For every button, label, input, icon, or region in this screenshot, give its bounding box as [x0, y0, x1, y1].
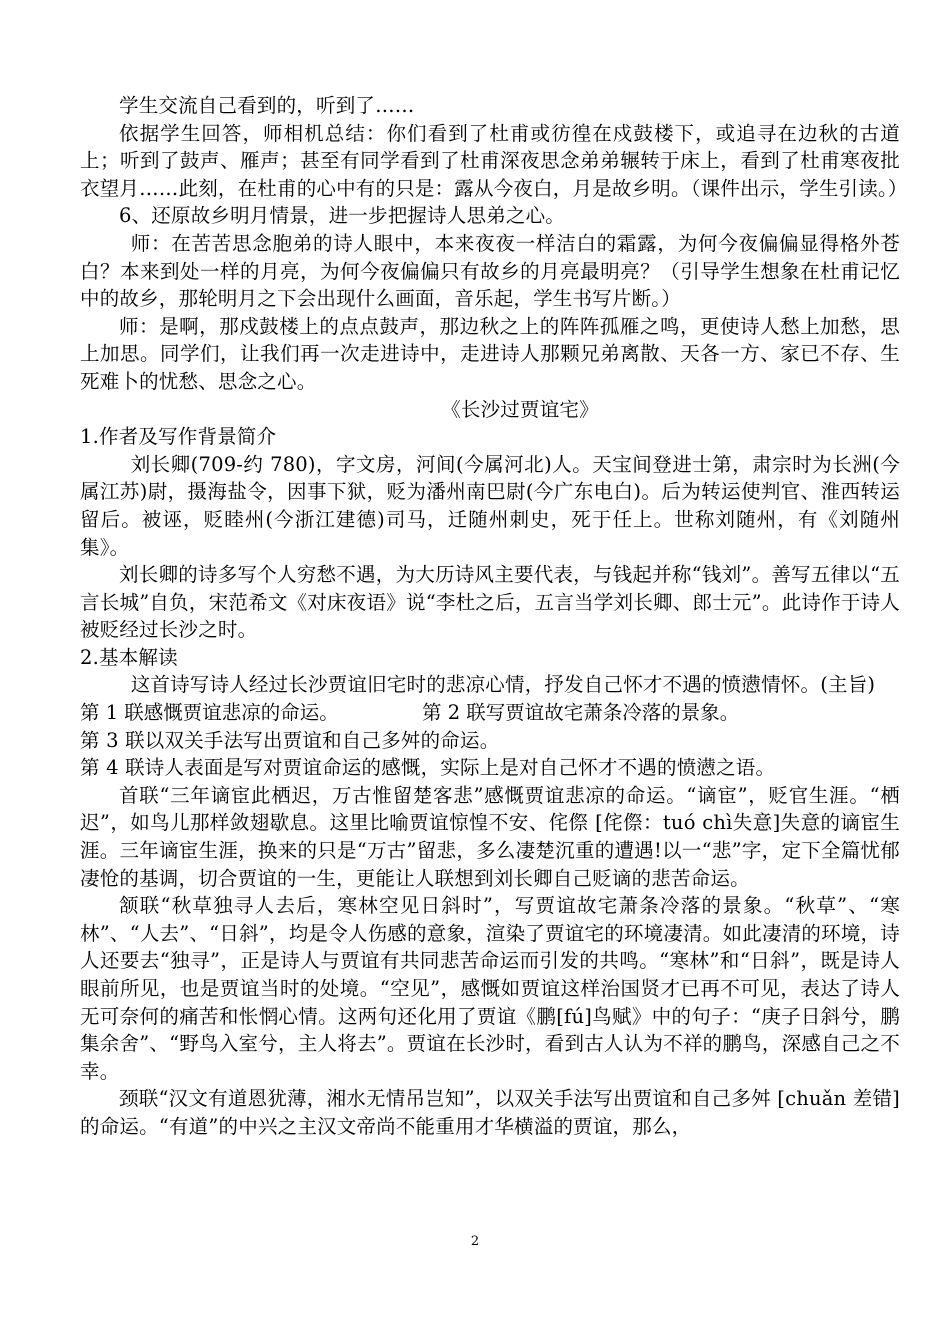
- couplet-4-summary: 第 4 联诗人表面是写对贾谊命运的感慨，实际上是对自己怀才不遇的愤懑之语。: [80, 756, 776, 780]
- paragraph: 刘长卿的诗多写个人穷愁不遇，为大历诗风主要代表，与钱起并称“钱刘”。善写五律以“五言长城”自负，宋范希文《对床夜语》说“李杜之后，五言当学刘长卿、郎士元”。此诗作于诗人被贬经过长沙之时。: [80, 563, 900, 642]
- couplet-summary-row: [80, 699, 900, 727]
- section-heading: 1.作者及写作背景简介: [80, 425, 277, 449]
- couplet-3-summary: 第 3 联以双关手法写出贾谊和自己多舛的命运。: [80, 728, 500, 752]
- couplet-2-summary: 第 2 联写贾谊故宅萧条冷落的景象。: [422, 701, 740, 725]
- paragraph: 颈联“汉文有道恩犹薄，湘水无情吊岂知”，以双关手法写出贾谊和自己多舛 [chuǎn 差错]的命运。“有道”的中兴之主汉文帝尚不能重用才华横溢的贾谊，那么，: [80, 1087, 900, 1138]
- page-number: 2: [470, 1234, 480, 1249]
- paragraph: 这首诗写诗人经过长沙贾谊旧宅时的悲凉心情，抒发自己怀才不遇的愤懑情怀。(主旨): [130, 673, 876, 697]
- paragraph: 师：在苦苦思念胞弟的诗人眼中，本来夜夜一样洁白的霜露，为何今夜偏偏显得格外苍白？本来到处一样的月亮，为何今夜偏偏只有故乡的月亮最明亮？（引导学生想象在杜甫记忆中的故乡，那轮明月之下会出现什么画面，音乐起，学生书写片断。）: [80, 231, 900, 311]
- paragraph: 首联“三年谪宦此栖迟，万古惟留楚客悲”感慨贾谊悲凉的命运。“谪宦”，贬官生涯。“栖迟”，如鸟儿那样敛翅歇息。这里比喻贾谊惊惶不安、侘傺 [侘傺：tuó chì失意]失意的谪宦生涯。三年谪宦生涯，换来的只是“万古”留悲，多么凄楚沉重的遭遇!以一“悲”字，定下全篇忧郁凄怆的基调，切合贾谊的一生，更能让人联想到刘长卿自己贬谪的悲苦命运。: [80, 783, 900, 890]
- paragraph: 师：是啊，那戍鼓楼上的点点鼓声，那边秋之上的阵阵孤雁之鸣，更使诗人愁上加愁，思上加思。同学们，让我们再一次走进诗中，走进诗人那颗兄弟离散、天各一方、家已不存、生死难卜的忧愁、思念之心。: [80, 314, 900, 393]
- paragraph: 颔联“秋草独寻人去后，寒林空见日斜时”，写贾谊故宅萧条冷落的景象。“秋草”、“寒林”、“人去”、“日斜”，均是令人伤感的意象，渲染了贾谊宅的环境凄清。如此凄清的环境，诗人还要去“独寻”，正是诗人与贾谊有共同悲苦命运而引发的共鸣。“寒林”和“日斜”，既是诗人眼前所见，也是贾谊当时的处境。“空见”，感慨如贾谊这样治国贤才已再不可见，表达了诗人无可奈何的痛苦和怅惘心情。这两句还化用了贾谊《鹏[fú]鸟赋》中的句子：“庚子日斜兮，鹏集余舍”、“野鸟入室兮，主人将去”。贾谊在长沙时，看到古人认为不祥的鹏鸟，深感自己之不幸。: [80, 894, 900, 1083]
- paragraph: 刘长卿(709-约 780)，字文房，河间(今属河北)人。天宝间登进士第，肃宗时为长洲(今属江苏)尉，摄海盐令，因事下狱，贬为潘州南巴尉(今广东电白)。后为转运使判官、淮西转运留后。被诬，贬睦州(今浙江建德)司马，迁随州刺史，死于任上。世称刘随州，有《刘随州集》。: [80, 452, 900, 559]
- paragraph: 学生交流自己看到的，听到了……: [119, 94, 415, 117]
- section-heading: 2.基本解读: [80, 645, 178, 669]
- paragraph: 6、还原故乡明月情景，进一步把握诗人思弟之心。: [119, 204, 566, 228]
- document-page: [80, 92, 908, 1141]
- couplet-1-summary: 第 1 联感慨贾谊悲凉的命运。: [80, 701, 339, 725]
- poem-title: 《长沙过贾谊宅》: [441, 397, 599, 421]
- paragraph: 依据学生回答，师相机总结：你们看到了杜甫或彷徨在戍鼓楼下，或追寻在边秋的古道上；听到了鼓声、雁声；甚至有同学看到了杜甫深夜思念弟弟辗转于床上，看到了杜甫寒夜批衣望月……此刻，在杜甫的心中有的只是：露从今夜白，月是故乡明。（课件出示，学生引读。）: [80, 121, 908, 200]
